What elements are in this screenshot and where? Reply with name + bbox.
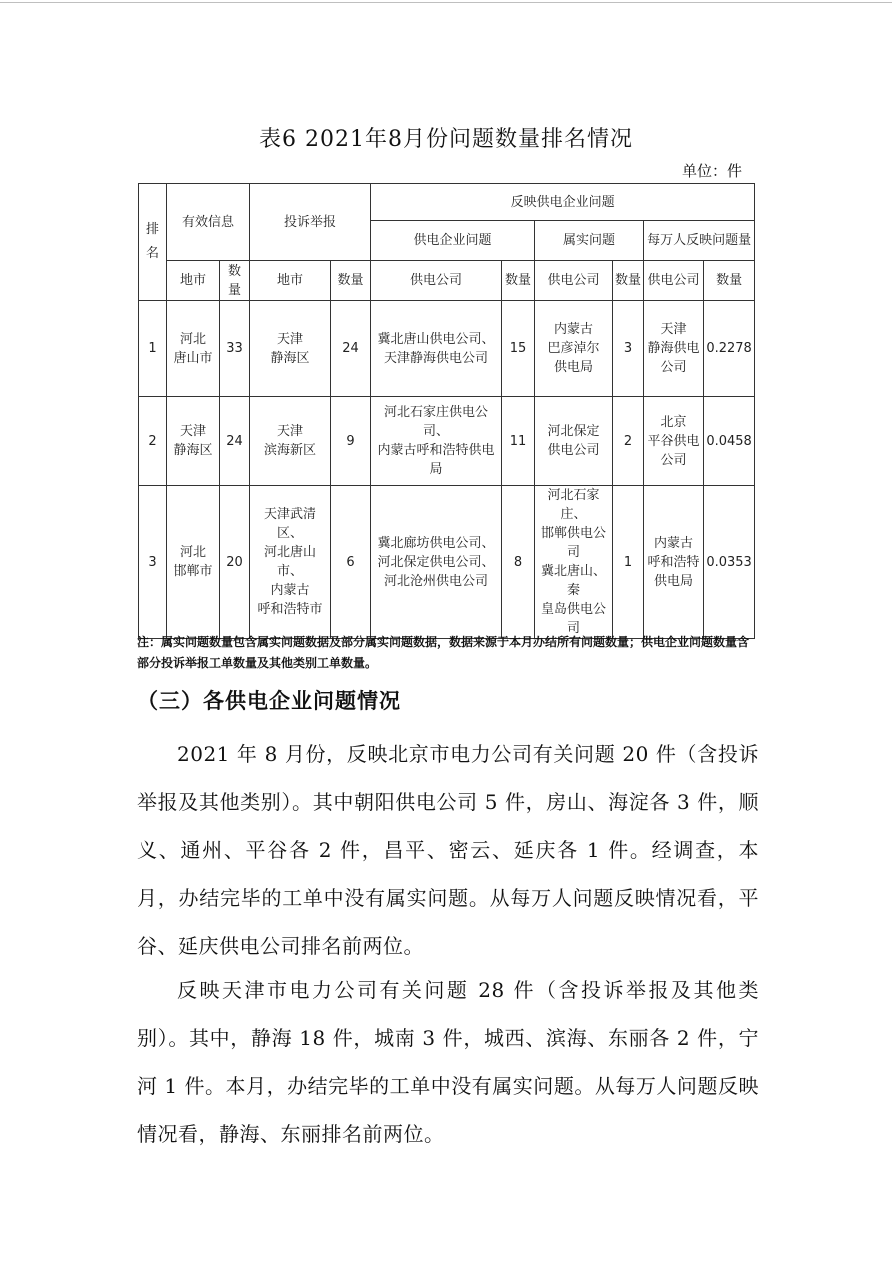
header-supplier-issue: 供电企业问题 <box>371 221 535 261</box>
supplier-count-cell: 11 <box>502 397 535 486</box>
section-heading: （三）各供电企业问题情况 <box>137 689 401 713</box>
header-valid-city: 地市 <box>167 261 220 301</box>
supplier-company-cell: 冀北唐山供电公司、 天津静海供电公司 <box>371 301 502 397</box>
rank-cell: 1 <box>139 301 167 397</box>
table-row <box>139 486 755 639</box>
complaint-city-cell: 天津 静海区 <box>250 301 331 397</box>
verified-company-cell: 内蒙古 巴彦淖尔 供电局 <box>535 301 613 397</box>
header-complaint-count: 数量 <box>331 261 371 301</box>
per10k-company-cell: 天津 静海供电 公司 <box>644 301 704 397</box>
unit-label: 单位：件 <box>682 162 743 180</box>
table-note: 注：属实问题数量包含属实问题数据及部分属实问题数据，数据来源于本月办结所有问题数量；供电企业问题数量含部分投诉举报工单数量及其他类别工单数量。 <box>137 635 750 670</box>
table-row <box>139 397 755 486</box>
supplier-count-cell: 8 <box>502 486 535 639</box>
valid-count-cell: 20 <box>220 486 250 639</box>
verified-count-cell: 3 <box>613 301 644 397</box>
header-per10k: 每万人反映问题量 <box>644 221 755 261</box>
valid-city-cell: 天津 静海区 <box>167 397 220 486</box>
per10k-count-cell: 0.0353 <box>704 486 755 639</box>
paragraph-beijing: 2021 年 8 月份，反映北京市电力公司有关问题 20 件（含投诉举报及其他类别）。其中朝阳供电公司 5 件，房山、海淀各 3 件，顺义、通州、平谷各 2 件，昌平、密云、延庆各 1 件。经调查，本月，办结完毕的工单中没有属实问题。从每万人问题反映情况看，平谷、延庆供电公司排名前两位。 <box>137 742 759 958</box>
per10k-company-cell: 北京 平谷供电 公司 <box>644 397 704 486</box>
header-per10k-count: 数量 <box>704 261 755 301</box>
header-verified-company: 供电公司 <box>535 261 613 301</box>
supplier-company-cell: 冀北廊坊供电公司、 河北保定供电公司、 河北沧州供电公司 <box>371 486 502 639</box>
per10k-count-cell: 0.2278 <box>704 301 755 397</box>
rank-cell: 3 <box>139 486 167 639</box>
valid-count-cell: 24 <box>220 397 250 486</box>
header-complaint-city: 地市 <box>250 261 331 301</box>
header-supplier-company: 供电公司 <box>371 261 502 301</box>
header-verified-issue: 属实问题 <box>535 221 644 261</box>
supplier-count-cell: 15 <box>502 301 535 397</box>
header-reflect-issues: 反映供电企业问题 <box>371 184 755 221</box>
table-row <box>139 301 755 397</box>
verified-count-cell: 2 <box>613 397 644 486</box>
complaint-count-cell: 6 <box>331 486 371 639</box>
table-title: 表6 2021年8月份问题数量排名情况 <box>259 127 633 152</box>
per10k-company-cell: 内蒙古 呼和浩特 供电局 <box>644 486 704 639</box>
header-per10k-company: 供电公司 <box>644 261 704 301</box>
complaint-city-cell: 天津 滨海新区 <box>250 397 331 486</box>
rank-cell: 2 <box>139 397 167 486</box>
supplier-company-cell: 河北石家庄供电公司、 内蒙古呼和浩特供电局 <box>371 397 502 486</box>
valid-city-cell: 河北 邯郸市 <box>167 486 220 639</box>
complaint-count-cell: 24 <box>331 301 371 397</box>
verified-company-cell: 河北保定 供电公司 <box>535 397 613 486</box>
ranking-table <box>138 183 755 639</box>
valid-count-cell: 33 <box>220 301 250 397</box>
header-rank: 排名 <box>139 184 167 301</box>
page-top-rule <box>0 2 892 3</box>
header-verified-count: 数量 <box>613 261 644 301</box>
paragraph-tianjin: 反映天津市电力公司有关问题 28 件（含投诉举报及其他类别）。其中，静海 18 件，城南 3 件，城西、滨海、东丽各 2 件，宁河 1 件。本月，办结完毕的工单中没有属实问题。从每万人问题反映情况看，静海、东丽排名前两位。 <box>137 978 759 1146</box>
verified-count-cell: 1 <box>613 486 644 639</box>
header-supplier-count: 数量 <box>502 261 535 301</box>
header-complaint: 投诉举报 <box>250 184 371 261</box>
per10k-count-cell: 0.0458 <box>704 397 755 486</box>
complaint-count-cell: 9 <box>331 397 371 486</box>
verified-company-cell: 河北石家庄、 邯郸供电公司 冀北唐山、秦 皇岛供电公司 <box>535 486 613 639</box>
complaint-city-cell: 天津武清区、 河北唐山市、 内蒙古 呼和浩特市 <box>250 486 331 639</box>
valid-city-cell: 河北 唐山市 <box>167 301 220 397</box>
header-row-1 <box>139 184 755 221</box>
header-valid-count: 数量 <box>220 261 250 301</box>
header-row-3 <box>139 261 755 301</box>
header-valid-info: 有效信息 <box>167 184 250 261</box>
